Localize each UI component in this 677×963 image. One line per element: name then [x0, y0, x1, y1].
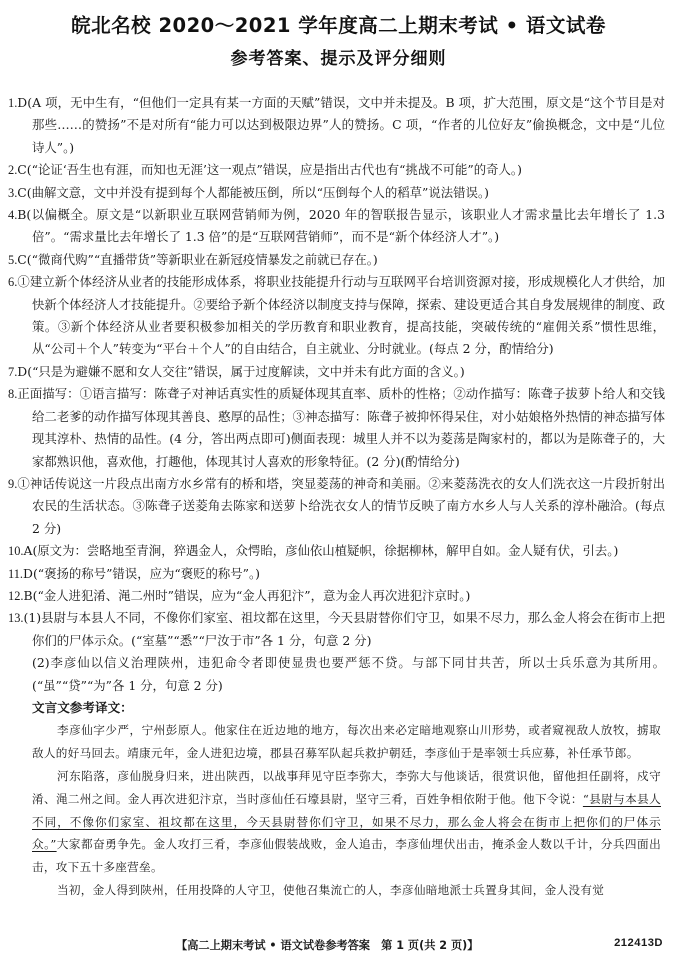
translation-text: 河东陷落，彦仙脱身归来，进出陕西，以战事拜见守臣李弥大，李弥大与他谈话，很赏识他，留他担任副将，戍守淆、渑二州之间。金人再次进犯汴京，当时彦仙任石壕县尉，坚守三肴，百姓争相依附于他。他下令说：	[32, 768, 661, 806]
answer-text: C(曲解文意，文中并没有提到每个人都能被压倒，所以“压倒每个人的稻草”说法错误。)	[17, 184, 489, 200]
answer-item-11	[0, 563, 677, 585]
answer-item-6	[0, 271, 677, 361]
answer-item-1	[0, 92, 677, 159]
answer-item-10	[0, 540, 677, 562]
translation-heading: 文言文参考译文：	[32, 699, 133, 715]
answer-text: B(“金人进犯淆、渑二州时”错误，应为“金人再犯汴”，意为金人再次进犯汴京时。)	[23, 587, 471, 603]
answer-number: 13.	[8, 611, 24, 626]
translation-paragraph	[0, 719, 677, 765]
answer-item-4	[0, 204, 677, 249]
answer-number: 1.	[8, 96, 18, 110]
answer-item-5	[0, 249, 677, 271]
answer-number: 7.	[8, 364, 18, 379]
answer-number: 5.	[8, 252, 18, 267]
footer-code: 212413D	[614, 937, 663, 949]
answer-text: ①神话传说这一片段点出南方水乡常有的桥和塔，突显菱荡的神奇和美丽。②来菱荡洗衣的女人们洗衣这一片段折射出农民的生活状态。③陈聋子送菱角去陈家和送萝卜给洗衣女人的情节反映了南方水乡人与人关系的淳朴融洽。(每点 2 分)	[17, 475, 665, 536]
answer-number: 8.	[8, 387, 18, 402]
answer-number: 2.	[8, 163, 18, 178]
answer-text: C(“微商代购”“直播带货”等新职业在新冠疫情暴发之前就已存在。)	[17, 251, 378, 267]
answer-item-2	[0, 159, 677, 181]
answer-text: D(“褒扬的称号”错误，应为“褒贬的称号”。)	[23, 565, 261, 581]
page-subtitle: 参考答案、提示及评分细则	[230, 49, 447, 69]
footer-page-info: 【高二上期末考试 • 语文试卷参考答案 第 1 页(共 2 页)】	[176, 939, 479, 952]
answer-text: A(原文为：尝略地至青涧，猝遇金人，众愕眙，彦仙依山植疑帜，徐据柳林，解甲自如。金人疑有伏，引去。)	[23, 543, 619, 559]
answer-item-8	[0, 383, 677, 473]
answer-text: ①建立新个体经济从业者的技能形成体系，将职业技能提升行动与互联网平台培训资源对接，形成规模化人才供给，加快新个体经济人才技能提升。②要给予新个体经济以制度支持与保障，探索、建设更适合其自身发展规律的制度、政策。③新个体经济从业者要积极参加相关的学历教育和职业教育，提高技能，突破传统的“雇佣关系”惯性思维，从“公司＋个人”转变为“平台＋个人”的自由结合，自主就业、分时就业。(每点 2 分，酌情给分)	[17, 274, 665, 357]
answer-text: B(以偏概全。原文是“以新职业互联网营销师为例，2020 年的智联报告显示，该职业人才需求量比去年增长了 1.3 倍”。“需求量比去年增长了 1.3 倍”的是“互联网营销师”，而不是“新个体经济人才”。)	[17, 207, 665, 245]
answer-item-12	[0, 585, 677, 607]
answer-text: (1)县尉与本县人不同，不像你们家室、祖坟都在这里，今天县尉替你们守卫，如果不尽力，那么金人将会在街市上把你们的尸体示众。(“室墓”“悉”“尸汝于市”各 1 分，句意 2 分)	[23, 610, 665, 648]
answer-item-3	[0, 182, 677, 204]
answer-item-13	[0, 607, 677, 652]
answer-number: 12.	[8, 588, 24, 603]
answer-text: C(“论证‘吾生也有涯，而知也无涯’这一观点”错误，应是指出古代也有“挑战不可能”的奇人。)	[17, 162, 522, 178]
answer-list	[0, 92, 677, 902]
answer-item-9	[0, 473, 677, 540]
answer-number: 11.	[8, 566, 24, 581]
answer-text: 正面描写：①语言描写：陈聋子对神话真实性的质疑体现其直率、质朴的性格；②动作描写：陈聋子拔萝卜给人和交钱给二老爹的动作描写体现其善良、憨厚的品性；③神态描写：陈聋子被抑怀得呆住，对小姑娘格外热情的神态描写体现其淳朴、热情的品性。(4 分，答出两点即可)侧面表现：城里人并不以为菱荡是陶家村的，都以为是陈聋子的，大家都熟识他，喜欢他，打趣他，体现其讨人喜欢的形象特征。(2 分)(酌情给分)	[17, 386, 665, 469]
answer-number: 3.	[8, 185, 18, 200]
translation-text: 李彦仙字少严，宁州彭原人。他家住在近边地的地方，每次出来必定暗地观察山川形势，或者窥视敌人放牧，掳取敌人的好马回去。靖康元年，金人进犯边境，郡县召募军队起兵救护朝廷，李彦仙于是率领士兵应募，补任承节郎。	[32, 723, 661, 761]
answer-number: 10.	[8, 544, 24, 559]
answer-number: 4.	[8, 208, 18, 223]
answer-number: 6.	[8, 275, 18, 290]
answer-text: D(“只是为避嫌不愿和女人交往”错误，属于过度解读，文中并未有此方面的含义。)	[17, 363, 465, 379]
translation-text: 大家都奋勇争先。金人攻打三肴，李彦仙假装战败，金人追击，李彦仙埋伏出击，掩杀金人数以千计，分兵四面出击，攻下五十多座营垒。	[32, 837, 661, 875]
page-footer	[0, 937, 677, 957]
answer-number: 9.	[8, 476, 18, 491]
translation-underlined-text: “县尉与本县人不同，不像你们家室、祖坟都在这里，今天县尉替你们守卫，如果不尽力，那么金人将会在街市上把你们的尸体示众。”	[32, 791, 661, 852]
answer-text: (2)李彦仙以信义治理陕州，违犯命令者即使显贵也要严惩不贷。与部下同甘共苦，所以士兵乐意为其所用。(“虽”“贷”“为”各 1 分，句意 2 分)	[32, 655, 665, 693]
translation-text: 当初，金人得到陕州，任用投降的人守卫，使他召集流亡的人，李彦仙暗地派士兵置身其间，金人没有觉	[57, 882, 605, 897]
answer-item-13-part-2	[0, 652, 677, 697]
page-title: 皖北名校 2020～2021 学年度高二上期末考试 • 语文试卷	[71, 14, 606, 37]
answer-item-7	[0, 361, 677, 383]
answer-text: D(A 项，无中生有，“但他们一定具有某一方面的天赋”错误，文中并未提及。B 项，扩大范围，原文是“这个节目是对那些……的赞扬”不是对所有“能力可以达到极限边界”人的赞扬。C 项，“作者的儿位好友”偷换概念，文中是“儿位诗人”。)	[17, 95, 665, 155]
translation-paragraph	[0, 879, 677, 902]
translation-paragraph	[0, 765, 677, 879]
